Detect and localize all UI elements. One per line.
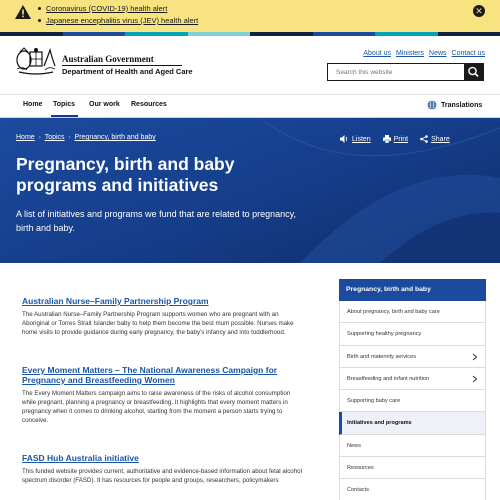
sidebar-item-label: Supporting baby care [347,398,401,405]
page-title: Pregnancy, birth and baby programs and initiatives [16,154,235,195]
translations-label: Translations [441,101,483,109]
chevron-right-icon[interactable] [472,375,478,383]
page-actions [340,135,450,143]
alert-list [36,3,198,27]
list-item [22,365,305,425]
close-icon[interactable]: ✕ [473,5,485,17]
covid-alert-link[interactable]: Coronavirus (COVID-19) health alert [46,4,168,13]
alert-item [36,15,198,27]
article-summary: The Australian Nurse–Family Partnership Program supports women who are pregnant with an Aboriginal or Torres Strait Islander baby to help them become the best mum possible. Nurses make home visits to provide guidance during early pregnancy, the baby's infancy and into toddlerhood. [22,311,294,336]
coat-of-arms-icon[interactable] [15,46,57,78]
sidebar-item-healthy-pregnancy[interactable] [339,323,486,345]
sidebar-item-label: Supporting healthy pregnancy [347,331,422,338]
breadcrumb-topics[interactable]: Topics [44,134,65,141]
print-button[interactable] [383,135,408,143]
sidebar-item-breastfeeding[interactable] [339,368,486,390]
ministers-link[interactable]: Ministers [396,50,425,57]
article-summary: The Every Moment Matters campaign aims to raise awareness of the risks of alcohol consumption while pregnant, planning a pregnancy or breastfeeding. It highlights that every moment matters in pregnancy when it comes to drinking alcohol, starting from the moment a person starts trying to conceive. [22,390,291,424]
sidebar-item-label: Resources [347,465,374,472]
search-button[interactable] [464,64,483,80]
search-box [327,63,484,81]
translations-button[interactable] [427,100,482,110]
speaker-icon [340,135,349,143]
globe-icon [427,100,437,110]
print-label: Print [393,135,409,143]
share-icon [420,135,428,143]
sidebar-item-baby-care[interactable] [339,390,486,412]
sidebar-item-news[interactable] [339,435,486,457]
nav-home[interactable]: Home [23,101,43,108]
sidebar-item-initiatives[interactable] [339,412,486,434]
article-summary: This funded website provides current, authoritative and evidence-based information about fetal alcohol spectrum disorder (FASD). It has resources for people and groups, researchers, policymakers [22,468,302,484]
nav-topics[interactable]: Topics [53,101,76,108]
search-icon [464,64,483,80]
warning-icon [15,5,31,19]
alert-item [36,3,198,15]
sidebar-item-label: Breastfeeding and infant nutrition [347,375,430,382]
sidebar-heading[interactable]: Pregnancy, birth and baby [339,279,486,301]
article-title-link[interactable]: FASD Hub Australia initiative [22,453,139,463]
sidebar-item-label: About pregnancy, birth and baby care [347,309,440,315]
about-us-link[interactable]: About us [363,50,391,57]
listen-button[interactable] [340,135,371,143]
divider [62,65,182,66]
utility-links [363,50,485,57]
sidebar-item-label: Initiatives and programs [347,420,412,427]
printer-icon [383,135,391,143]
site-header [0,36,500,94]
sidebar-item-label: Contacts [347,487,370,494]
alert-bar [0,0,500,32]
chevron-right-icon: › [38,134,41,141]
share-label: Share [431,135,450,143]
breadcrumb-pregnancy[interactable]: Pregnancy, birth and baby [74,134,156,141]
article-title-link[interactable]: Australian Nurse–Family Partnership Program [22,296,209,306]
list-item [22,296,305,337]
sidebar-item-contacts[interactable] [339,479,486,500]
news-link[interactable]: News [429,50,447,57]
jev-alert-link[interactable]: Japanese encephalitis virus (JEV) health alert [46,16,199,25]
nav-active-indicator [51,115,78,117]
main-nav [0,94,500,118]
article-title-link[interactable]: Every Moment Matters – The National Awareness Campaign for Pregnancy and Breastfeeding Women [22,365,278,385]
nav-resources[interactable]: Resources [131,101,167,108]
search-input[interactable] [328,64,465,80]
gov-name: Australian Government [62,54,154,64]
listen-label: Listen [352,135,371,143]
section-sidebar [339,279,486,500]
sidebar-item-label: Birth and maternity services [347,353,417,360]
chevron-right-icon: › [68,134,71,141]
nav-our-work[interactable]: Our work [89,101,120,108]
page-hero [0,118,500,263]
breadcrumb [16,134,156,141]
share-button[interactable] [420,135,450,143]
list-item [22,453,305,485]
page-description: A list of initiatives and programs we fund that are related to pregnancy, birth and baby. [16,209,296,233]
sidebar-item-about[interactable] [339,301,486,323]
chevron-right-icon[interactable] [472,353,478,361]
sidebar-item-birth-maternity[interactable] [339,346,486,368]
sidebar-item-label: News [347,442,361,449]
sidebar-item-resources[interactable] [339,457,486,479]
contact-us-link[interactable]: Contact us [451,50,485,57]
department-name: Department of Health and Aged Care [62,67,193,76]
breadcrumb-home[interactable]: Home [16,134,35,141]
main-content [22,296,305,485]
